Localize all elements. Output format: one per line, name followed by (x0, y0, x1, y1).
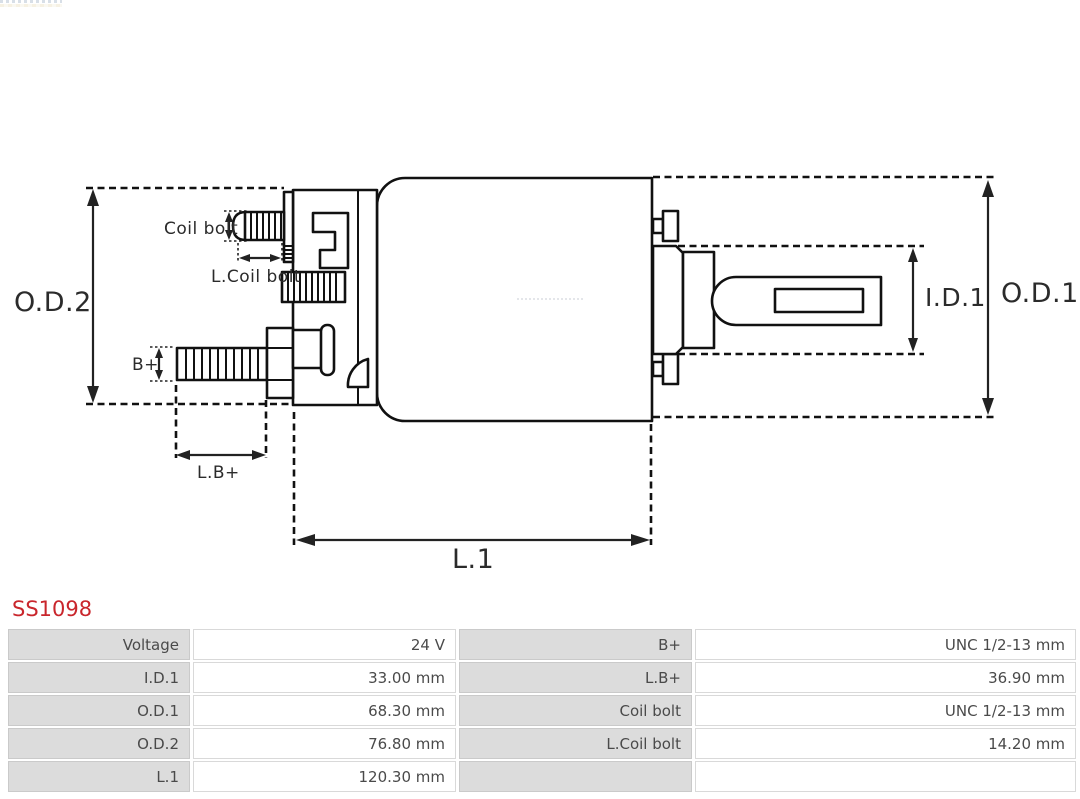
spec-value: 68.30 mm (193, 695, 456, 726)
boss-step1 (653, 246, 683, 354)
spec-label: L.Coil bolt (459, 728, 692, 759)
spec-value: 76.80 mm (193, 728, 456, 759)
spec-label: B+ (459, 629, 692, 660)
spec-label (459, 761, 692, 792)
od1-label: O.D.1 (1001, 278, 1079, 309)
lower-tab (663, 354, 678, 384)
lb-plus-label: L.B+ (197, 463, 240, 483)
spec-value: 120.30 mm (193, 761, 456, 792)
spec-value: 14.20 mm (695, 728, 1076, 759)
spec-label: I.D.1 (8, 662, 190, 693)
spec-label: L.1 (8, 761, 190, 792)
spec-label: Voltage (8, 629, 190, 660)
part-number-heading: SS1098 (12, 597, 93, 621)
od2-label: O.D.2 (14, 287, 92, 318)
solenoid-body (377, 178, 652, 421)
spec-value: UNC 1/2-13 mm (695, 695, 1076, 726)
contact-pin (321, 325, 334, 375)
b-plus-label: B+ (132, 355, 159, 375)
spec-label: O.D.1 (8, 695, 190, 726)
spec-value: 36.90 mm (695, 662, 1076, 693)
spec-value: 33.00 mm (193, 662, 456, 693)
id1-label: I.D.1 (925, 283, 986, 312)
spec-value (695, 761, 1076, 792)
spec-table (8, 629, 1076, 792)
hex-nut (267, 328, 293, 398)
spec-value: 24 V (193, 629, 456, 660)
coil-bolt-stud (233, 212, 284, 240)
coil-bolt-label: Coil bolt (164, 219, 239, 239)
boss-step2 (683, 252, 714, 348)
plunger-assembly (653, 211, 881, 384)
spec-label: O.D.2 (8, 728, 190, 759)
upper-tab (663, 211, 678, 241)
shaft-slot (775, 289, 863, 312)
spec-value: UNC 1/2-13 mm (695, 629, 1076, 660)
spec-label: L.B+ (459, 662, 692, 693)
mount-plate (284, 192, 293, 262)
l1-label: L.1 (452, 544, 495, 575)
l-coil-bolt-label: L.Coil bolt (211, 267, 302, 287)
spec-label: Coil bolt (459, 695, 692, 726)
